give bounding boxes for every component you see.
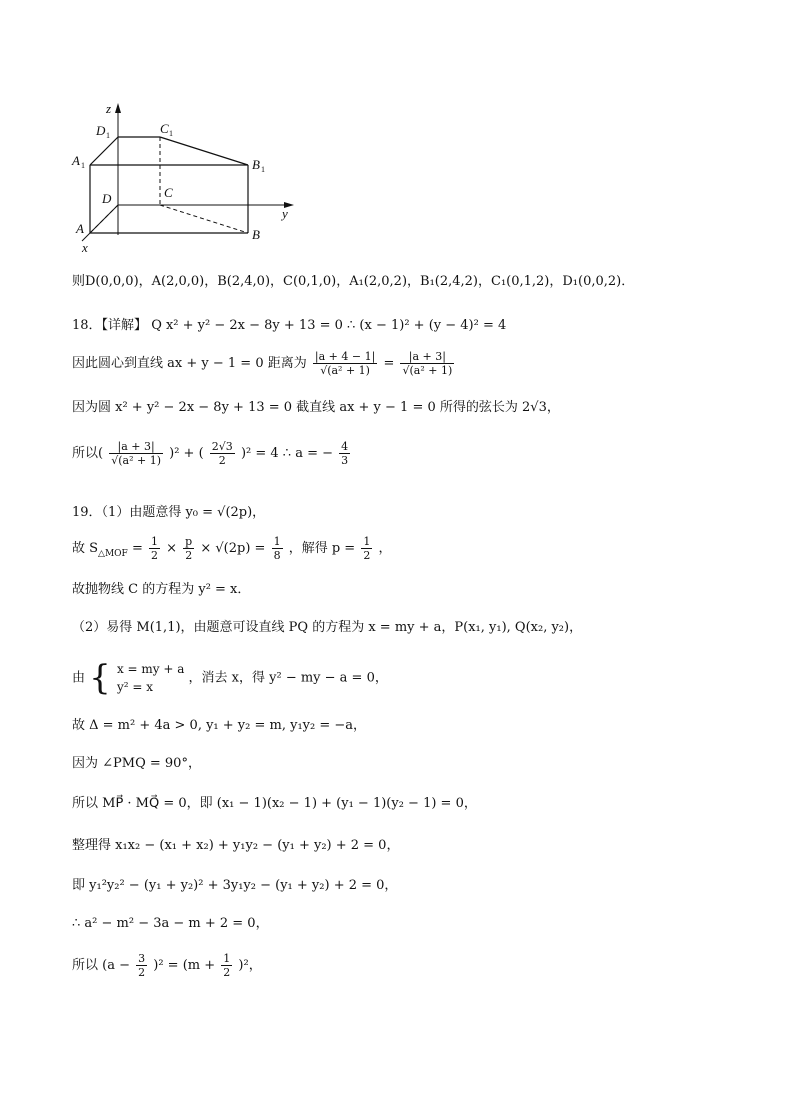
q19-half-den: 2 [150, 549, 158, 563]
q18-frac1-num: |a + 4 − 1| [314, 350, 376, 363]
q19-p2-den: 2 [185, 549, 193, 563]
q19-comma: ， [378, 541, 392, 557]
q18-chord-line: 因为圆 x² + y² − 2x − 8y + 13 = 0 截直线 ax + y − 1 = 0 所得的弦长为 2√3， [72, 400, 560, 415]
q19-half [149, 535, 160, 562]
q19-parabola-line: 故抛物线 C 的方程为 y² = x． [72, 582, 251, 597]
q18-frac1-den: √(a² + 1) [320, 364, 370, 378]
q19-final-frac2 [221, 952, 232, 979]
edge-cb [160, 205, 248, 233]
label-c1: C [160, 121, 169, 136]
q19-dot-line: 所以 MP⃗ · MQ⃗ = 0，即 (x₁ − 1)(x₂ − 1) + (y₁ − 1)(y₂ − 1) = 0， [72, 796, 477, 811]
q18-so-frac1 [109, 440, 163, 467]
q19-system-line [72, 660, 388, 696]
q19-p-result-den: 2 [363, 549, 371, 563]
label-a1: A [72, 153, 80, 168]
cuboid-diagram [70, 95, 310, 265]
q19-times1: × [166, 541, 178, 557]
q18-so-frac2 [210, 440, 235, 467]
q18-so-frac3-den: 3 [341, 454, 349, 468]
q18-dist-pre: 因此圆心到直线 [72, 356, 164, 372]
q19-solve: ，解得 p = [288, 541, 356, 557]
q18-so-frac1-num: |a + 3| [109, 440, 163, 454]
label-b1-sub: 1 [261, 165, 265, 174]
q18-so-post: )² = 4 ∴ a = − [240, 446, 334, 462]
q19-final-mid: )² = (m + [153, 958, 216, 974]
q18-solve-line [72, 440, 352, 467]
label-b: B [252, 227, 260, 242]
q18-equals: = [383, 356, 395, 372]
q19-final-frac2-num: 1 [223, 952, 231, 965]
q19-sys-post: ，消去 x，得 y² − my − a = 0， [188, 670, 388, 686]
q18-so-mid: )² + ( [169, 446, 204, 462]
label-a: A [76, 221, 84, 236]
q18-so-frac2-num: 2√3 [211, 440, 233, 453]
q19-therefore-line: ∴ a² − m² − 3a − m + 2 = 0， [72, 916, 269, 931]
q19-p2-num: p [185, 535, 193, 548]
q19-final-frac1 [136, 952, 147, 979]
q18-frac2 [400, 350, 454, 377]
q19-final-frac1-den: 2 [138, 966, 146, 980]
q19-area-sub: △MOF [98, 548, 128, 559]
q19-angle-line: 因为 ∠PMQ = 90°， [72, 756, 201, 771]
q18-so-frac3-num: 4 [341, 440, 349, 453]
q18-dist-mid: 距离为 [267, 356, 307, 372]
edge-d1a1 [90, 137, 118, 165]
q18-frac2-den: √(a² + 1) [402, 364, 453, 378]
label-d: D [102, 191, 112, 206]
label-d1: D [96, 123, 106, 138]
z-arrow [115, 103, 121, 113]
q19-sys-b: y² = x [116, 680, 153, 694]
q19-eighth-den: 8 [273, 549, 281, 563]
q18-line-eq: ax + y − 1 = 0 [167, 356, 264, 372]
q18-first-line [72, 318, 506, 334]
label-c: C [164, 185, 173, 200]
z-label: z [106, 101, 112, 116]
q18-so-frac1-den: √(a² + 1) [111, 454, 161, 468]
label-b1: B [252, 157, 260, 172]
q19-p2 [183, 535, 194, 562]
q19-final-frac2-den: 2 [223, 966, 231, 980]
q19-final-line [72, 952, 262, 979]
q19-sys-a: x = my + a [116, 662, 185, 676]
coordinates-line: 则D(0,0,0)，A(2,0,0)，B(2,4,0)，C(0,1,0)，A₁(2,0,2)，B₁(2,4,2)，C₁(0,1,2)，D₁(0,0,2)． [72, 274, 635, 289]
q18-so-frac2-den: 2 [218, 454, 226, 468]
q19-delta-line: 故 Δ = m² + 4a > 0, y₁ + y₂ = m, y₁y₂ = −a， [72, 718, 367, 733]
q19-sys-pre: 由 [72, 670, 86, 686]
q18-so-pre: 所以( [72, 446, 104, 462]
label-d1-sub: 1 [106, 131, 110, 140]
q19-p-result [361, 535, 372, 562]
q19-final-frac1-num: 3 [138, 952, 146, 965]
q18-heading: 18．【详解】 [72, 318, 148, 333]
label-a1-sub: 1 [81, 161, 85, 170]
q19-eighth-num: 1 [273, 535, 281, 548]
q19-system [117, 660, 184, 696]
q19-area-eq: = [127, 541, 147, 557]
q19-substitute-line: 即 y₁²y₂² − (y₁ + y₂)² + 3y₁y₂ − (y₁ + y₂) + 2 = 0， [72, 878, 398, 893]
left-brace-icon: { [89, 658, 111, 698]
q19-final-pre: 所以 (a − [72, 958, 130, 974]
q18-frac1 [313, 350, 377, 377]
q19-half-num: 1 [150, 535, 158, 548]
q18-so-frac3 [339, 440, 350, 467]
q19-times2: × √(2p) = [200, 541, 266, 557]
q18-circle-equation: Q x² + y² − 2x − 8y + 13 = 0 ∴ (x − 1)² + (y − 4)² = 4 [151, 318, 507, 333]
q19-eighth [272, 535, 283, 562]
q19-final-post: )²， [238, 958, 262, 974]
q18-distance-line [72, 350, 456, 377]
x-label: x [82, 240, 88, 255]
q19-part1-line: 19．（1）由题意得 y₀ = √(2p)， [72, 505, 266, 520]
label-c1-sub: 1 [169, 129, 173, 138]
q19-area-line [72, 535, 392, 562]
edge-c1b1 [160, 137, 248, 165]
q19-simplify-line: 整理得 x₁x₂ − (x₁ + x₂) + y₁y₂ − (y₁ + y₂) + 2 = 0， [72, 838, 400, 853]
q19-area-pre: 故 S [72, 541, 99, 557]
q19-part2-line: （2）易得 M(1,1)，由题意可设直线 PQ 的方程为 x = my + a，P(x₁, y₁), Q(x₂, y₂)， [72, 620, 583, 635]
q18-frac2-num: |a + 3| [400, 350, 454, 364]
q19-p-result-num: 1 [363, 535, 371, 548]
y-label: y [282, 206, 288, 221]
